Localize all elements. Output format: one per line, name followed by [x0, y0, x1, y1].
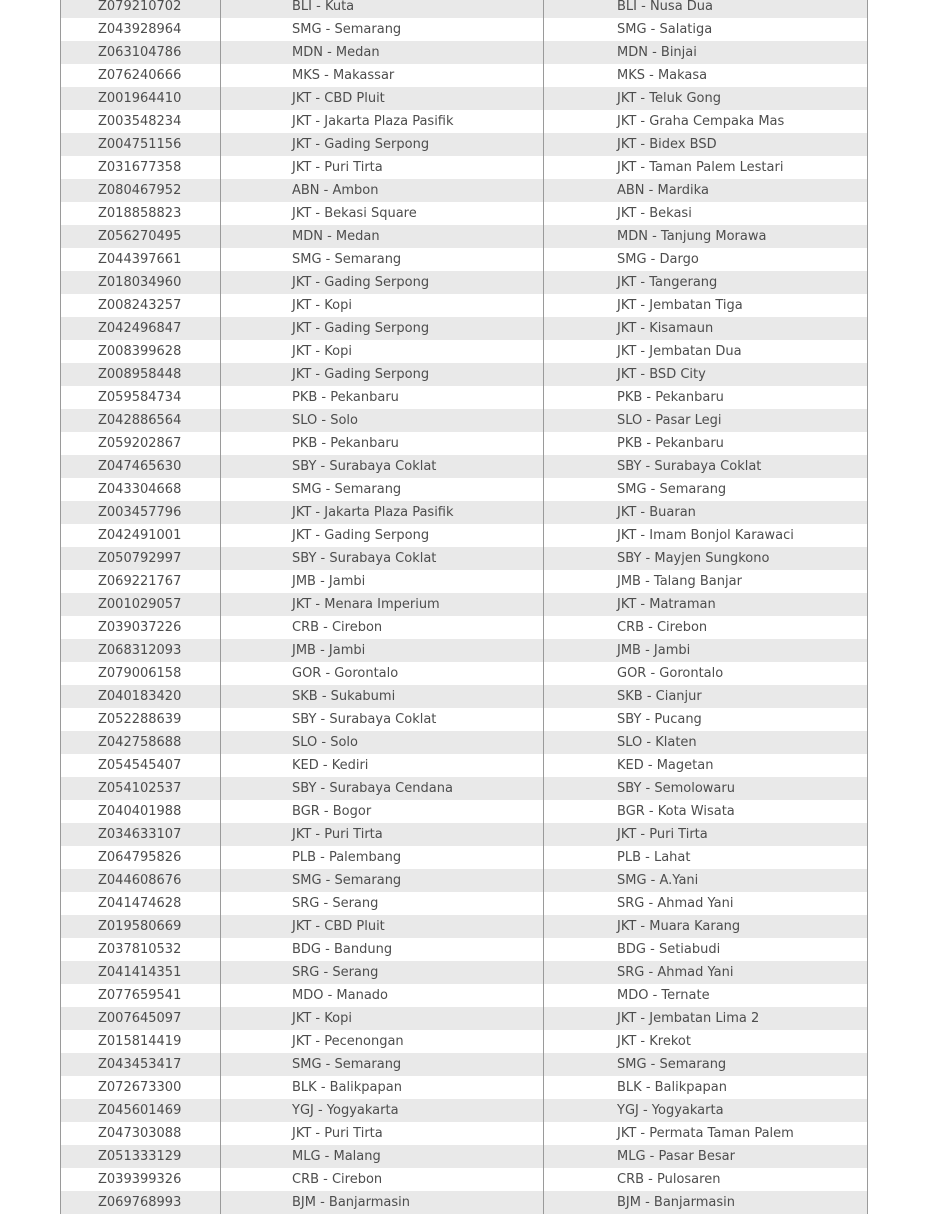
origin-cell: BLK - Balikpapan — [221, 1076, 544, 1099]
origin-cell: GOR - Gorontalo — [221, 662, 544, 685]
destination-cell: CRB - Cirebon — [617, 620, 708, 635]
id-cell: Z056270495 — [61, 225, 221, 248]
origin-cell: JKT - Pecenongan — [221, 1030, 544, 1053]
table-row — [61, 248, 867, 271]
destination-cell: JKT - Tangerang — [617, 275, 718, 290]
origin-cell: SMG - Semarang — [221, 869, 544, 892]
origin-cell: SMG - Semarang — [221, 1053, 544, 1076]
origin-cell: JKT - Kopi — [221, 340, 544, 363]
destination-cell: JKT - Bidex BSD — [617, 137, 717, 152]
id-cell: Z008958448 — [61, 363, 221, 386]
id-cell: Z007645097 — [61, 1007, 221, 1030]
destination-cell: JKT - Imam Bonjol Karawaci — [617, 528, 794, 543]
table-row — [61, 409, 867, 432]
origin-cell: JKT - CBD Pluit — [221, 915, 544, 938]
id-cell: Z076240666 — [61, 64, 221, 87]
table-row — [61, 662, 867, 685]
origin-cell: JKT - Jakarta Plaza Pasifik — [221, 110, 544, 133]
destination-cell: MKS - Makasa — [617, 68, 708, 83]
origin-cell: JMB - Jambi — [221, 570, 544, 593]
destination-cell: JKT - Buaran — [617, 505, 696, 520]
id-cell: Z031677358 — [61, 156, 221, 179]
table-row — [61, 501, 867, 524]
origin-cell: MLG - Malang — [221, 1145, 544, 1168]
id-cell: Z044397661 — [61, 248, 221, 271]
destination-cell: PLB - Lahat — [617, 850, 691, 865]
destination-cell: PKB - Pekanbaru — [617, 390, 724, 405]
destination-cell: JKT - Permata Taman Palem — [617, 1126, 794, 1141]
destination-cell: BLI - Nusa Dua — [617, 0, 714, 14]
destination-cell: SLO - Pasar Legi — [617, 413, 722, 428]
table-row — [61, 754, 867, 777]
id-cell: Z001964410 — [61, 87, 221, 110]
table-row — [61, 800, 867, 823]
id-cell: Z044608676 — [61, 869, 221, 892]
origin-cell: SKB - Sukabumi — [221, 685, 544, 708]
id-cell: Z039399326 — [61, 1168, 221, 1191]
table-row — [61, 570, 867, 593]
origin-cell: PLB - Palembang — [221, 846, 544, 869]
destination-cell: JKT - BSD City — [617, 367, 706, 382]
id-cell: Z063104786 — [61, 41, 221, 64]
origin-cell: SBY - Surabaya Cendana — [221, 777, 544, 800]
origin-cell: KED - Kediri — [221, 754, 544, 777]
id-cell: Z069221767 — [61, 570, 221, 593]
table-row — [61, 708, 867, 731]
destination-cell: JKT - Jembatan Tiga — [617, 298, 743, 313]
id-cell: Z041474628 — [61, 892, 221, 915]
id-cell: Z015814419 — [61, 1030, 221, 1053]
table-row — [61, 225, 867, 248]
origin-cell: SMG - Semarang — [221, 18, 544, 41]
table-row — [61, 1099, 867, 1122]
destination-cell: JKT - Jembatan Dua — [617, 344, 742, 359]
origin-cell: JMB - Jambi — [221, 639, 544, 662]
id-cell: Z054545407 — [61, 754, 221, 777]
origin-cell: MKS - Makassar — [221, 64, 544, 87]
table-row — [61, 41, 867, 64]
id-cell: Z042886564 — [61, 409, 221, 432]
destination-cell: JKT - Muara Karang — [617, 919, 741, 934]
id-cell: Z042491001 — [61, 524, 221, 547]
origin-cell: SBY - Surabaya Coklat — [221, 455, 544, 478]
origin-cell: BJM - Banjarmasin — [221, 1191, 544, 1214]
destination-cell: SMG - Dargo — [617, 252, 699, 267]
id-cell: Z003457796 — [61, 501, 221, 524]
id-cell: Z003548234 — [61, 110, 221, 133]
table-row — [61, 432, 867, 455]
table-row — [61, 823, 867, 846]
id-cell: Z043304668 — [61, 478, 221, 501]
id-cell: Z047303088 — [61, 1122, 221, 1145]
table-row — [61, 386, 867, 409]
origin-cell: JKT - Jakarta Plaza Pasifik — [221, 501, 544, 524]
id-cell: Z001029057 — [61, 593, 221, 616]
table-row — [61, 961, 867, 984]
destination-cell: SBY - Surabaya Coklat — [617, 459, 762, 474]
id-cell: Z068312093 — [61, 639, 221, 662]
destination-cell: SLO - Klaten — [617, 735, 697, 750]
id-cell: Z008243257 — [61, 294, 221, 317]
id-cell: Z052288639 — [61, 708, 221, 731]
table-row — [61, 271, 867, 294]
id-cell: Z069768993 — [61, 1191, 221, 1214]
table-row — [61, 1191, 867, 1214]
origin-cell: JKT - Menara Imperium — [221, 593, 544, 616]
table-row — [61, 87, 867, 110]
table-row — [61, 455, 867, 478]
destination-cell: SBY - Pucang — [617, 712, 702, 727]
table-row — [61, 1122, 867, 1145]
origin-cell: PKB - Pekanbaru — [221, 386, 544, 409]
origin-cell: SLO - Solo — [221, 731, 544, 754]
destination-cell: SKB - Cianjur — [617, 689, 702, 704]
id-cell: Z039037226 — [61, 616, 221, 639]
origin-cell: JKT - Puri Tirta — [221, 823, 544, 846]
origin-cell: MDO - Manado — [221, 984, 544, 1007]
table-row — [61, 984, 867, 1007]
origin-cell: CRB - Cirebon — [221, 1168, 544, 1191]
origin-cell: JKT - CBD Pluit — [221, 87, 544, 110]
table-row — [61, 1030, 867, 1053]
origin-cell: JKT - Puri Tirta — [221, 156, 544, 179]
origin-cell: JKT - Gading Serpong — [221, 363, 544, 386]
origin-cell: CRB - Cirebon — [221, 616, 544, 639]
origin-cell: JKT - Gading Serpong — [221, 524, 544, 547]
destination-cell: GOR - Gorontalo — [617, 666, 724, 681]
table-row — [61, 846, 867, 869]
table-row — [61, 869, 867, 892]
table-row — [61, 64, 867, 87]
destination-cell: KED - Magetan — [617, 758, 714, 773]
data-table — [60, 0, 868, 1214]
table-row — [61, 0, 867, 18]
table-row — [61, 133, 867, 156]
destination-cell: SMG - A.Yani — [617, 873, 699, 888]
id-cell: Z043928964 — [61, 18, 221, 41]
destination-cell: MLG - Pasar Besar — [617, 1149, 735, 1164]
id-cell: Z059584734 — [61, 386, 221, 409]
id-cell: Z047465630 — [61, 455, 221, 478]
destination-cell: SBY - Semolowaru — [617, 781, 735, 796]
origin-cell: JKT - Gading Serpong — [221, 133, 544, 156]
origin-cell: ABN - Ambon — [221, 179, 544, 202]
origin-cell: SMG - Semarang — [221, 478, 544, 501]
id-cell: Z040401988 — [61, 800, 221, 823]
id-cell: Z064795826 — [61, 846, 221, 869]
destination-cell: MDN - Tanjung Morawa — [617, 229, 767, 244]
destination-cell: MDO - Ternate — [617, 988, 710, 1003]
id-cell: Z041414351 — [61, 961, 221, 984]
destination-cell: JKT - Taman Palem Lestari — [617, 160, 784, 175]
origin-cell: SRG - Serang — [221, 892, 544, 915]
table-row — [61, 915, 867, 938]
table-row — [61, 685, 867, 708]
table-row — [61, 593, 867, 616]
origin-cell: BLI - Kuta — [221, 0, 544, 18]
id-cell: Z019580669 — [61, 915, 221, 938]
destination-cell: BDG - Setiabudi — [617, 942, 721, 957]
table-row — [61, 1168, 867, 1191]
destination-cell: JKT - Graha Cempaka Mas — [617, 114, 785, 129]
origin-cell: BDG - Bandung — [221, 938, 544, 961]
id-cell: Z079006158 — [61, 662, 221, 685]
destination-cell: JKT - Bekasi — [617, 206, 692, 221]
origin-cell: SMG - Semarang — [221, 248, 544, 271]
origin-cell: BGR - Bogor — [221, 800, 544, 823]
destination-cell: ABN - Mardika — [617, 183, 709, 198]
table-row — [61, 547, 867, 570]
id-cell: Z018034960 — [61, 271, 221, 294]
origin-cell: YGJ - Yogyakarta — [221, 1099, 544, 1122]
table-row — [61, 938, 867, 961]
destination-cell: SMG - Salatiga — [617, 22, 713, 37]
destination-cell: JMB - Talang Banjar — [617, 574, 742, 589]
id-cell: Z079210702 — [61, 0, 221, 18]
origin-cell: PKB - Pekanbaru — [221, 432, 544, 455]
table-row — [61, 294, 867, 317]
table-row — [61, 777, 867, 800]
id-cell: Z018858823 — [61, 202, 221, 225]
table-row — [61, 1053, 867, 1076]
origin-cell: JKT - Puri Tirta — [221, 1122, 544, 1145]
destination-cell: JKT - Kisamaun — [617, 321, 714, 336]
destination-cell: JKT - Matraman — [617, 597, 716, 612]
origin-cell: JKT - Gading Serpong — [221, 317, 544, 340]
destination-cell: JKT - Puri Tirta — [617, 827, 708, 842]
id-cell: Z037810532 — [61, 938, 221, 961]
origin-cell: MDN - Medan — [221, 41, 544, 64]
destination-cell: SMG - Semarang — [617, 1057, 727, 1072]
id-cell: Z042758688 — [61, 731, 221, 754]
id-cell: Z008399628 — [61, 340, 221, 363]
destination-cell: BGR - Kota Wisata — [617, 804, 735, 819]
id-cell: Z051333129 — [61, 1145, 221, 1168]
destination-cell: SRG - Ahmad Yani — [617, 965, 734, 980]
id-cell: Z045601469 — [61, 1099, 221, 1122]
id-cell: Z072673300 — [61, 1076, 221, 1099]
table-row — [61, 892, 867, 915]
table-row — [61, 731, 867, 754]
table-row — [61, 616, 867, 639]
id-cell: Z054102537 — [61, 777, 221, 800]
origin-cell: SBY - Surabaya Coklat — [221, 708, 544, 731]
table-row — [61, 639, 867, 662]
origin-cell: SRG - Serang — [221, 961, 544, 984]
destination-cell: MDN - Binjai — [617, 45, 697, 60]
origin-cell: SLO - Solo — [221, 409, 544, 432]
table-row — [61, 1076, 867, 1099]
id-cell: Z043453417 — [61, 1053, 221, 1076]
id-cell: Z077659541 — [61, 984, 221, 1007]
destination-cell: PKB - Pekanbaru — [617, 436, 724, 451]
id-cell: Z004751156 — [61, 133, 221, 156]
destination-cell: SRG - Ahmad Yani — [617, 896, 734, 911]
origin-cell: JKT - Kopi — [221, 1007, 544, 1030]
table-row — [61, 317, 867, 340]
table-row — [61, 179, 867, 202]
origin-cell: MDN - Medan — [221, 225, 544, 248]
origin-cell: JKT - Kopi — [221, 294, 544, 317]
table-row — [61, 18, 867, 41]
id-cell: Z040183420 — [61, 685, 221, 708]
table-row — [61, 363, 867, 386]
table-row — [61, 340, 867, 363]
table-row — [61, 1007, 867, 1030]
destination-cell: BJM - Banjarmasin — [617, 1195, 735, 1210]
destination-cell: JMB - Jambi — [617, 643, 691, 658]
destination-cell: JKT - Krekot — [617, 1034, 691, 1049]
destination-cell: JKT - Teluk Gong — [617, 91, 722, 106]
id-cell: Z059202867 — [61, 432, 221, 455]
table-row — [61, 524, 867, 547]
table-row — [61, 202, 867, 225]
table-row — [61, 1145, 867, 1168]
table-row — [61, 478, 867, 501]
destination-cell: BLK - Balikpapan — [617, 1080, 727, 1095]
origin-cell: JKT - Gading Serpong — [221, 271, 544, 294]
id-cell: Z080467952 — [61, 179, 221, 202]
origin-cell: JKT - Bekasi Square — [221, 202, 544, 225]
destination-cell: SBY - Mayjen Sungkono — [617, 551, 770, 566]
destination-cell: CRB - Pulosaren — [617, 1172, 721, 1187]
destination-cell: YGJ - Yogyakarta — [617, 1103, 724, 1118]
destination-cell: JKT - Jembatan Lima 2 — [617, 1011, 760, 1026]
table-row — [61, 156, 867, 179]
id-cell: Z050792997 — [61, 547, 221, 570]
id-cell: Z042496847 — [61, 317, 221, 340]
origin-cell: SBY - Surabaya Coklat — [221, 547, 544, 570]
id-cell: Z034633107 — [61, 823, 221, 846]
destination-cell: SMG - Semarang — [617, 482, 727, 497]
table-row — [61, 110, 867, 133]
